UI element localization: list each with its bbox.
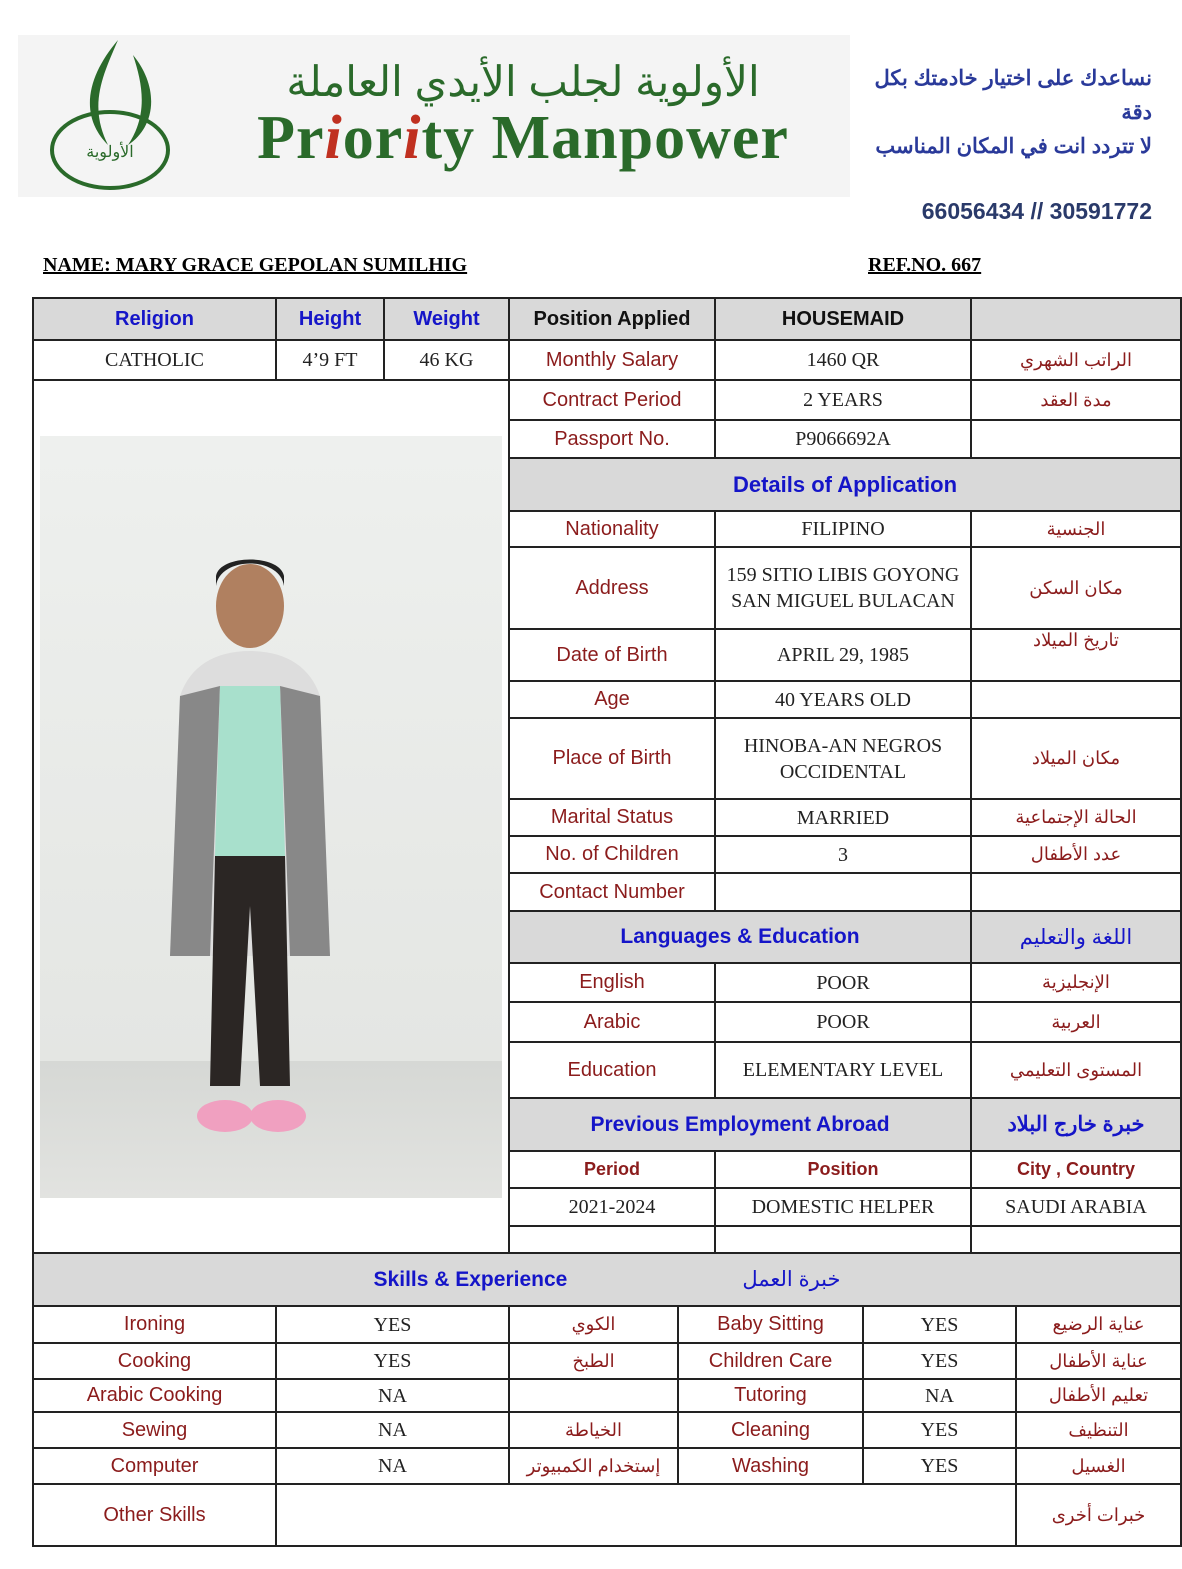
previous-employment-title-ar: خبرة خارج البلاد bbox=[971, 1098, 1181, 1151]
detail-ar: الحالة الإجتماعية bbox=[971, 799, 1181, 836]
skill-label: Computer bbox=[33, 1448, 276, 1484]
phone-numbers: 66056434 // 30591772 bbox=[921, 198, 1152, 224]
detail-value: 40 YEARS OLD bbox=[715, 681, 971, 718]
other-skills-value bbox=[276, 1484, 1016, 1546]
skill-ar: التنظيف bbox=[1016, 1412, 1181, 1448]
religion-header: Religion bbox=[33, 298, 276, 340]
detail-ar: عدد الأطفال bbox=[971, 836, 1181, 873]
position-applied-ar bbox=[971, 298, 1181, 340]
religion-value: CATHOLIC bbox=[33, 340, 276, 380]
employment-position bbox=[715, 1226, 971, 1253]
detail-ar: مكان السكن bbox=[971, 547, 1181, 629]
employment-period bbox=[509, 1226, 715, 1253]
contract-period-ar: مدة العقد bbox=[971, 380, 1181, 420]
logo-english-text: Priority Manpower bbox=[257, 104, 789, 172]
detail-ar: تاريخ الميلاد bbox=[971, 629, 1181, 681]
contract-period-label: Contract Period bbox=[509, 380, 715, 420]
detail-ar bbox=[971, 873, 1181, 911]
skill-value: YES bbox=[863, 1412, 1016, 1448]
tagline: نساعدك على اختيار خادمتك بكل دقة لا تتردد انت في المكان المناسب bbox=[874, 67, 1152, 158]
skill-ar: عناية الرضيع bbox=[1016, 1306, 1181, 1343]
photo-cell bbox=[33, 380, 509, 1253]
skill-label: Ironing bbox=[33, 1306, 276, 1343]
language-ar: الإنجليزية bbox=[971, 963, 1181, 1002]
person-figure-icon bbox=[40, 436, 502, 1198]
detail-value: APRIL 29, 1985 bbox=[715, 629, 971, 681]
employment-position: DOMESTIC HELPER bbox=[715, 1188, 971, 1226]
skill-ar: الطبخ bbox=[509, 1343, 678, 1379]
language-ar: العربية bbox=[971, 1002, 1181, 1042]
skills-section-title: Skills & Experience خبرة العمل bbox=[33, 1253, 1181, 1306]
skill-ar: إستخدام الكمبيوتر bbox=[509, 1448, 678, 1484]
skill-label: Cleaning bbox=[678, 1412, 863, 1448]
education-label: Education bbox=[509, 1042, 715, 1098]
education-ar: المستوى التعليمي bbox=[971, 1042, 1181, 1098]
city-country-header: City , Country bbox=[971, 1151, 1181, 1188]
skill-ar bbox=[509, 1379, 678, 1412]
applicant-photo bbox=[40, 436, 502, 1198]
detail-label: Address bbox=[509, 547, 715, 629]
passport-value: P9066692A bbox=[715, 420, 971, 458]
skill-label: Sewing bbox=[33, 1412, 276, 1448]
applicant-info-table bbox=[32, 297, 1182, 1254]
position-header: Position bbox=[715, 1151, 971, 1188]
skill-value: YES bbox=[863, 1343, 1016, 1379]
passport-ar bbox=[971, 420, 1181, 458]
skill-ar: الكوي bbox=[509, 1306, 678, 1343]
detail-value: 159 SITIO LIBIS GOYONG SAN MIGUEL BULACAN bbox=[715, 547, 971, 629]
detail-ar: مكان الميلاد bbox=[971, 718, 1181, 799]
skills-table bbox=[32, 1252, 1182, 1547]
weight-value: 46 KG bbox=[384, 340, 509, 380]
monthly-salary-label: Monthly Salary bbox=[509, 340, 715, 380]
weight-header: Weight bbox=[384, 298, 509, 340]
skill-value: YES bbox=[276, 1306, 509, 1343]
detail-value bbox=[715, 873, 971, 911]
monthly-salary-ar: الراتب الشهري bbox=[971, 340, 1181, 380]
detail-label: Contact Number bbox=[509, 873, 715, 911]
skill-value: NA bbox=[276, 1379, 509, 1412]
details-section-title: Details of Application bbox=[509, 458, 1181, 511]
position-applied-label: Position Applied bbox=[509, 298, 715, 340]
height-header: Height bbox=[276, 298, 384, 340]
skill-label: Baby Sitting bbox=[678, 1306, 863, 1343]
languages-section-title: Languages & Education bbox=[509, 911, 971, 963]
skill-label: Tutoring bbox=[678, 1379, 863, 1412]
other-skills-ar: خبرات أخرى bbox=[1016, 1484, 1181, 1546]
skill-value: NA bbox=[276, 1448, 509, 1484]
skill-value: NA bbox=[276, 1412, 509, 1448]
passport-label: Passport No. bbox=[509, 420, 715, 458]
company-logo bbox=[18, 35, 850, 197]
detail-label: Date of Birth bbox=[509, 629, 715, 681]
previous-employment-title: Previous Employment Abroad bbox=[509, 1098, 971, 1151]
skill-ar: الخياطة bbox=[509, 1412, 678, 1448]
skill-value: YES bbox=[863, 1448, 1016, 1484]
skill-label: Cooking bbox=[33, 1343, 276, 1379]
position-applied-value: HOUSEMAID bbox=[715, 298, 971, 340]
logo-emblem-icon bbox=[48, 35, 188, 195]
detail-value: MARRIED bbox=[715, 799, 971, 836]
skill-value: NA bbox=[863, 1379, 1016, 1412]
detail-ar bbox=[971, 681, 1181, 718]
other-skills-label: Other Skills bbox=[33, 1484, 276, 1546]
svg-text:الأولوية: الأولوية bbox=[86, 144, 134, 161]
skill-ar: الغسيل bbox=[1016, 1448, 1181, 1484]
detail-label: Marital Status bbox=[509, 799, 715, 836]
detail-value: FILIPINO bbox=[715, 511, 971, 547]
period-header: Period bbox=[509, 1151, 715, 1188]
skill-ar: تعليم الأطفال bbox=[1016, 1379, 1181, 1412]
monthly-salary-value: 1460 QR bbox=[715, 340, 971, 380]
skill-value: YES bbox=[276, 1343, 509, 1379]
detail-label: Age bbox=[509, 681, 715, 718]
contract-period-value: 2 YEARS bbox=[715, 380, 971, 420]
skill-label: Children Care bbox=[678, 1343, 863, 1379]
language-label: Arabic bbox=[509, 1002, 715, 1042]
height-value: 4’9 FT bbox=[276, 340, 384, 380]
employment-country: SAUDI ARABIA bbox=[971, 1188, 1181, 1226]
language-value: POOR bbox=[715, 1002, 971, 1042]
reference-number: REF.NO. 667 bbox=[868, 254, 982, 276]
detail-label: Place of Birth bbox=[509, 718, 715, 799]
language-value: POOR bbox=[715, 963, 971, 1002]
detail-label: No. of Children bbox=[509, 836, 715, 873]
skill-value: YES bbox=[863, 1306, 1016, 1343]
skill-ar: عناية الأطفال bbox=[1016, 1343, 1181, 1379]
employment-country bbox=[971, 1226, 1181, 1253]
detail-value: 3 bbox=[715, 836, 971, 873]
detail-ar: الجنسية bbox=[971, 511, 1181, 547]
languages-section-title-ar: اللغة والتعليم bbox=[971, 911, 1181, 963]
logo-arabic-text: الأولوية لجلب الأيدي العاملة bbox=[286, 58, 760, 105]
skill-label: Arabic Cooking bbox=[33, 1379, 276, 1412]
education-value: ELEMENTARY LEVEL bbox=[715, 1042, 971, 1098]
detail-value: HINOBA-AN NEGROS OCCIDENTAL bbox=[715, 718, 971, 799]
language-label: English bbox=[509, 963, 715, 1002]
skill-label: Washing bbox=[678, 1448, 863, 1484]
employment-period: 2021-2024 bbox=[509, 1188, 715, 1226]
detail-label: Nationality bbox=[509, 511, 715, 547]
applicant-name: NAME: MARY GRACE GEPOLAN SUMILHIG bbox=[43, 254, 468, 276]
